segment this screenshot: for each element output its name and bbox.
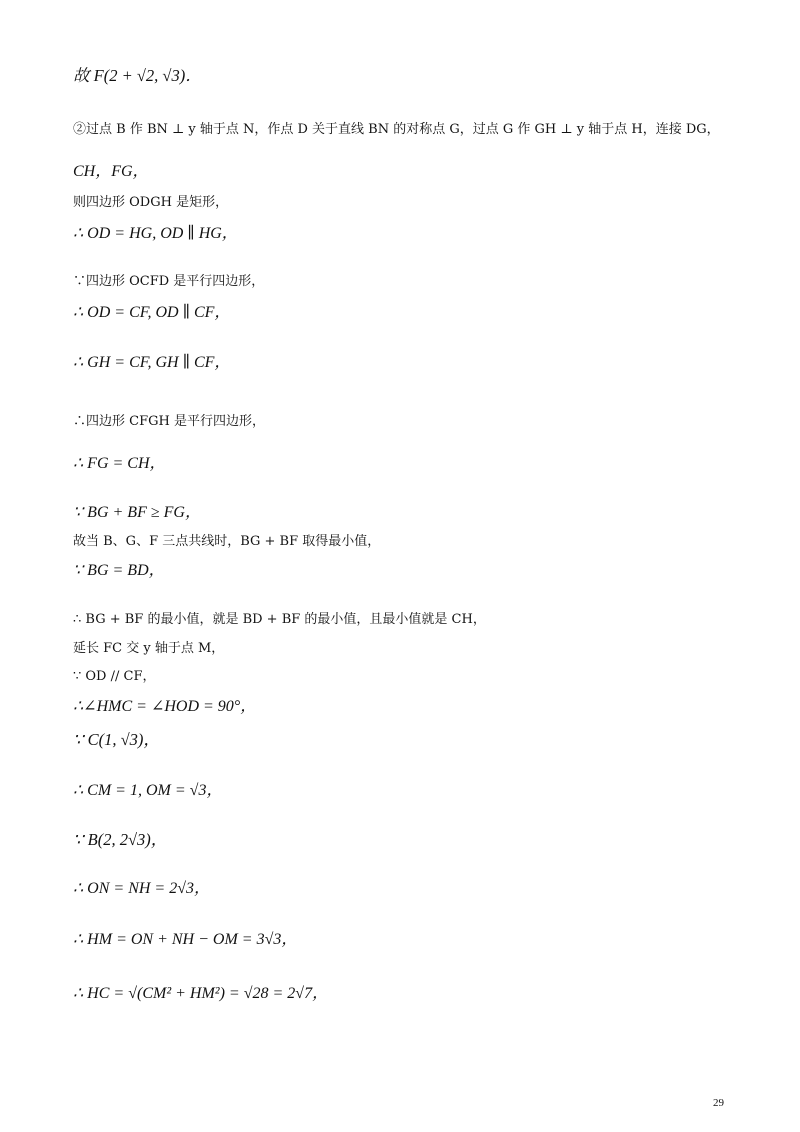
- line-3: CH，FG，: [73, 163, 149, 180]
- line-1: 故 F(2 + √2, √3)．: [73, 66, 202, 85]
- line-5: ∴ OD = HG, OD ∥ HG，: [73, 225, 238, 242]
- line-11: ∵ BG + BF ≥ FG，: [73, 504, 201, 521]
- line-7: ∴ OD = CF, OD ∥ CF，: [73, 304, 231, 321]
- line-18: ∵ C(1, √3)，: [73, 730, 160, 749]
- line-6: ∵四边形 OCFD 是平行四边形，: [73, 274, 265, 289]
- line-17: ∴∠HMC = ∠HOD = 90°，: [73, 698, 257, 715]
- line-23: ∴ HC = √(CM² + HM²) = √28 = 2√7，: [73, 985, 329, 1002]
- line-21: ∴ ON = NH = 2√3，: [73, 880, 211, 897]
- line-12: 故当 B、G、F 三点共线时，BG + BF 取得最小值，: [73, 534, 381, 549]
- line-10: ∴ FG = CH，: [73, 455, 166, 472]
- line-8: ∴ GH = CF, GH ∥ CF，: [73, 354, 231, 371]
- line-20: ∵ B(2, 2√3)，: [73, 830, 168, 849]
- line-4: 则四边形 ODGH 是矩形，: [73, 195, 229, 210]
- line-9: ∴四边形 CFGH 是平行四边形，: [73, 414, 265, 429]
- line-19: ∴ CM = 1, OM = √3，: [73, 782, 223, 799]
- line-2: ②过点 B 作 BN ⊥ y 轴于点 N，作点 D 关于直线 BN 的对称点 G，过点 G 作 GH ⊥ y 轴于点 H，连接 DG，: [73, 122, 720, 137]
- line-22: ∴ HM = ON + NH − OM = 3√3，: [73, 931, 298, 948]
- page-number: 29: [713, 1097, 724, 1109]
- line-15: 延长 FC 交 y 轴于点 M，: [73, 641, 225, 656]
- line-14: ∴ BG + BF 的最小值，就是 BD + BF 的最小值，且最小值就是 CH，: [73, 612, 486, 627]
- line-13: ∵ BG = BD，: [73, 562, 165, 579]
- line-16: ∵ OD // CF，: [73, 669, 156, 684]
